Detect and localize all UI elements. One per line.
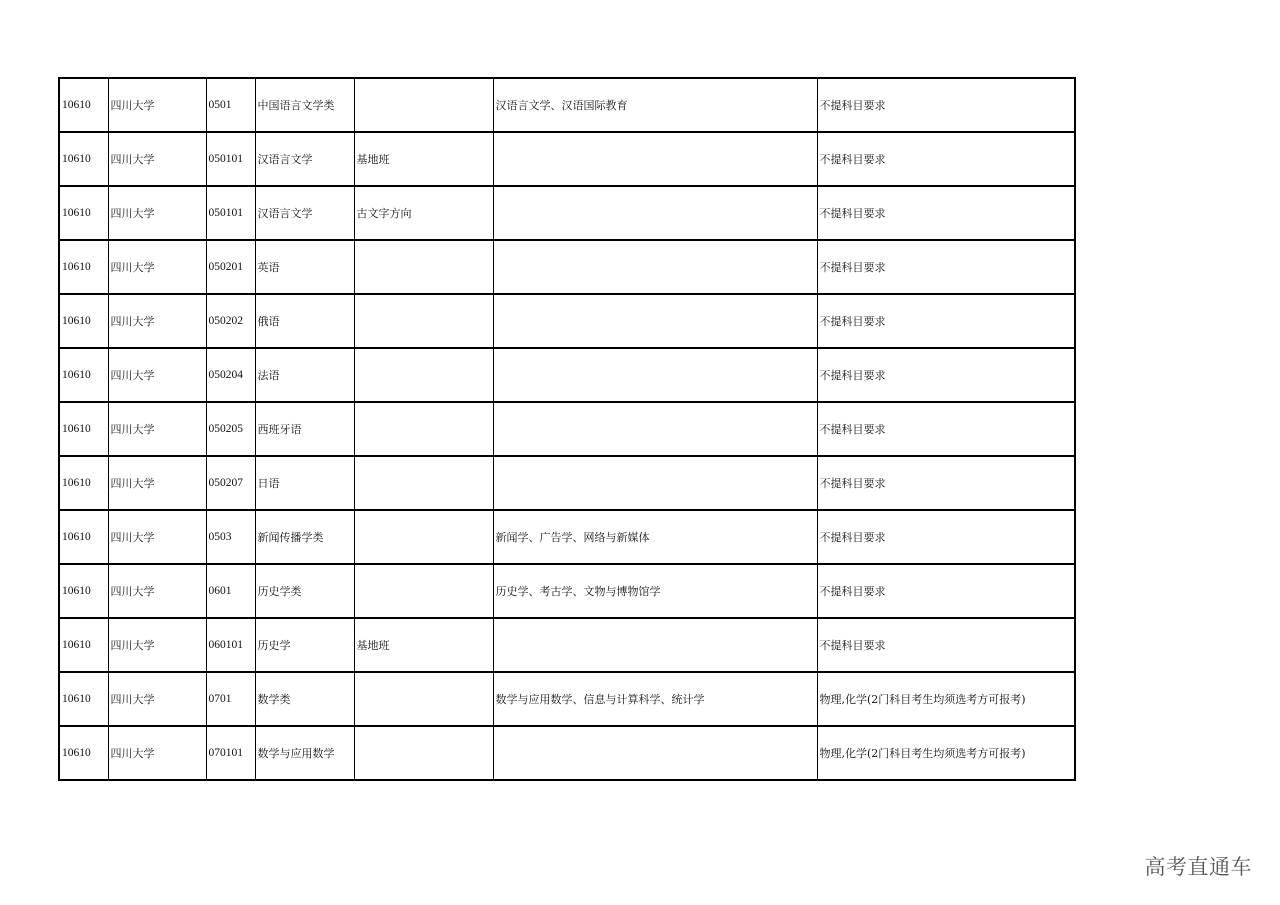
table-row bbox=[59, 456, 1075, 510]
included-majors-cell: 汉语言文学、汉语国际教育 bbox=[493, 78, 817, 132]
included-majors-cell: 数学与应用数学、信息与计算科学、统计学 bbox=[493, 672, 817, 726]
major-name-cell: 英语 bbox=[255, 240, 354, 294]
subject-requirement-cell: 不提科目要求 bbox=[817, 456, 1075, 510]
subject-requirement-cell: 不提科目要求 bbox=[817, 510, 1075, 564]
school-code-cell: 10610 bbox=[59, 618, 108, 672]
subject-requirement-cell: 物理,化学(2门科目考生均须选考方可报考) bbox=[817, 726, 1075, 780]
subject-requirement-cell: 不提科目要求 bbox=[817, 294, 1075, 348]
major-code-cell: 050101 bbox=[206, 132, 255, 186]
major-name-cell: 数学类 bbox=[255, 672, 354, 726]
school-name-cell: 四川大学 bbox=[108, 348, 206, 402]
school-code-cell: 10610 bbox=[59, 132, 108, 186]
included-majors-cell bbox=[493, 726, 817, 780]
major-code-cell: 050205 bbox=[206, 402, 255, 456]
subject-requirements-table bbox=[58, 77, 1076, 781]
major-code-cell: 0501 bbox=[206, 78, 255, 132]
table-row bbox=[59, 402, 1075, 456]
school-code-cell: 10610 bbox=[59, 672, 108, 726]
major-code-cell: 050101 bbox=[206, 186, 255, 240]
school-name-cell: 四川大学 bbox=[108, 186, 206, 240]
table-row bbox=[59, 240, 1075, 294]
major-code-cell: 060101 bbox=[206, 618, 255, 672]
included-majors-cell bbox=[493, 294, 817, 348]
major-name-cell: 新闻传播学类 bbox=[255, 510, 354, 564]
note-cell bbox=[354, 348, 493, 402]
school-name-cell: 四川大学 bbox=[108, 78, 206, 132]
watermark-text: 高考直通车 bbox=[1144, 855, 1252, 879]
school-name-cell: 四川大学 bbox=[108, 726, 206, 780]
school-code-cell: 10610 bbox=[59, 294, 108, 348]
school-code-cell: 10610 bbox=[59, 348, 108, 402]
school-name-cell: 四川大学 bbox=[108, 564, 206, 618]
subject-requirement-cell: 物理,化学(2门科目考生均须选考方可报考) bbox=[817, 672, 1075, 726]
school-name-cell: 四川大学 bbox=[108, 132, 206, 186]
major-name-cell: 中国语言文学类 bbox=[255, 78, 354, 132]
subject-requirement-cell: 不提科目要求 bbox=[817, 402, 1075, 456]
school-name-cell: 四川大学 bbox=[108, 294, 206, 348]
school-name-cell: 四川大学 bbox=[108, 672, 206, 726]
note-cell: 古文字方向 bbox=[354, 186, 493, 240]
note-cell bbox=[354, 564, 493, 618]
table-row bbox=[59, 510, 1075, 564]
major-name-cell: 俄语 bbox=[255, 294, 354, 348]
major-name-cell: 西班牙语 bbox=[255, 402, 354, 456]
note-cell bbox=[354, 672, 493, 726]
school-name-cell: 四川大学 bbox=[108, 456, 206, 510]
included-majors-cell bbox=[493, 456, 817, 510]
school-code-cell: 10610 bbox=[59, 564, 108, 618]
subject-requirement-cell: 不提科目要求 bbox=[817, 618, 1075, 672]
included-majors-cell: 历史学、考古学、文物与博物馆学 bbox=[493, 564, 817, 618]
note-cell bbox=[354, 78, 493, 132]
school-name-cell: 四川大学 bbox=[108, 618, 206, 672]
major-name-cell: 汉语言文学 bbox=[255, 186, 354, 240]
note-cell bbox=[354, 402, 493, 456]
included-majors-cell bbox=[493, 402, 817, 456]
school-code-cell: 10610 bbox=[59, 402, 108, 456]
subject-requirement-cell: 不提科目要求 bbox=[817, 564, 1075, 618]
major-code-cell: 0601 bbox=[206, 564, 255, 618]
school-code-cell: 10610 bbox=[59, 456, 108, 510]
note-cell bbox=[354, 510, 493, 564]
table-body bbox=[59, 78, 1075, 780]
included-majors-cell bbox=[493, 186, 817, 240]
table-row bbox=[59, 294, 1075, 348]
school-code-cell: 10610 bbox=[59, 186, 108, 240]
note-cell bbox=[354, 240, 493, 294]
major-code-cell: 050201 bbox=[206, 240, 255, 294]
major-code-cell: 0701 bbox=[206, 672, 255, 726]
note-cell bbox=[354, 294, 493, 348]
school-code-cell: 10610 bbox=[59, 240, 108, 294]
major-name-cell: 历史学类 bbox=[255, 564, 354, 618]
table-row bbox=[59, 78, 1075, 132]
note-cell: 基地班 bbox=[354, 132, 493, 186]
subject-requirement-cell: 不提科目要求 bbox=[817, 348, 1075, 402]
major-name-cell: 法语 bbox=[255, 348, 354, 402]
major-name-cell: 汉语言文学 bbox=[255, 132, 354, 186]
note-cell bbox=[354, 456, 493, 510]
included-majors-cell bbox=[493, 240, 817, 294]
school-name-cell: 四川大学 bbox=[108, 402, 206, 456]
included-majors-cell: 新闻学、广告学、网络与新媒体 bbox=[493, 510, 817, 564]
table-row bbox=[59, 132, 1075, 186]
school-code-cell: 10610 bbox=[59, 726, 108, 780]
subject-requirement-cell: 不提科目要求 bbox=[817, 186, 1075, 240]
note-cell: 基地班 bbox=[354, 618, 493, 672]
major-code-cell: 050202 bbox=[206, 294, 255, 348]
major-name-cell: 日语 bbox=[255, 456, 354, 510]
school-name-cell: 四川大学 bbox=[108, 510, 206, 564]
included-majors-cell bbox=[493, 132, 817, 186]
table-row bbox=[59, 564, 1075, 618]
table-row bbox=[59, 618, 1075, 672]
school-name-cell: 四川大学 bbox=[108, 240, 206, 294]
table-row bbox=[59, 726, 1075, 780]
subject-requirement-cell: 不提科目要求 bbox=[817, 240, 1075, 294]
major-code-cell: 0503 bbox=[206, 510, 255, 564]
major-code-cell: 050207 bbox=[206, 456, 255, 510]
major-name-cell: 数学与应用数学 bbox=[255, 726, 354, 780]
major-name-cell: 历史学 bbox=[255, 618, 354, 672]
school-code-cell: 10610 bbox=[59, 78, 108, 132]
table-row bbox=[59, 348, 1075, 402]
included-majors-cell bbox=[493, 618, 817, 672]
table-row bbox=[59, 186, 1075, 240]
note-cell bbox=[354, 726, 493, 780]
included-majors-cell bbox=[493, 348, 817, 402]
table-row bbox=[59, 672, 1075, 726]
subject-requirement-cell: 不提科目要求 bbox=[817, 132, 1075, 186]
major-code-cell: 050204 bbox=[206, 348, 255, 402]
major-code-cell: 070101 bbox=[206, 726, 255, 780]
school-code-cell: 10610 bbox=[59, 510, 108, 564]
subject-requirement-cell: 不提科目要求 bbox=[817, 78, 1075, 132]
